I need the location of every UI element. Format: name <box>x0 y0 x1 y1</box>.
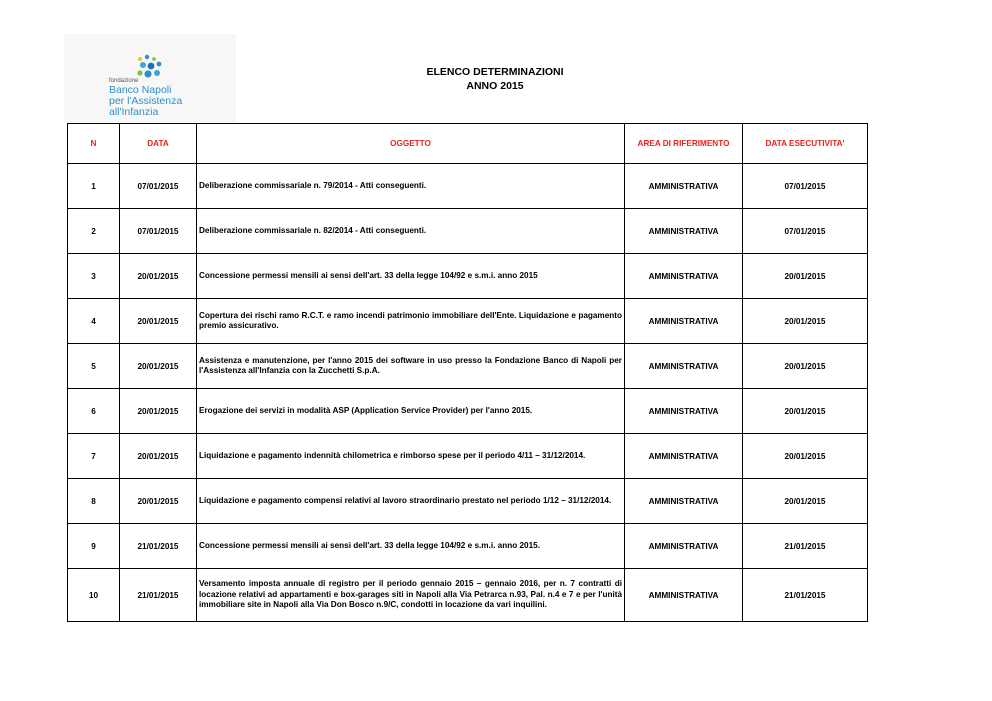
cell-data: 20/01/2015 <box>120 434 197 479</box>
cell-data: 20/01/2015 <box>120 344 197 389</box>
column-header-n: N <box>68 124 120 164</box>
logo-line3: all'Infanzia <box>109 106 159 118</box>
cell-area: AMMINISTRATIVA <box>625 209 743 254</box>
cell-data: 21/01/2015 <box>120 524 197 569</box>
cell-data: 20/01/2015 <box>120 389 197 434</box>
cell-esecutivita: 20/01/2015 <box>743 389 868 434</box>
table-row <box>68 479 868 524</box>
cell-esecutivita: 20/01/2015 <box>743 479 868 524</box>
cell-esecutivita: 20/01/2015 <box>743 434 868 479</box>
table-row <box>68 344 868 389</box>
cell-n: 4 <box>68 299 120 344</box>
cell-oggetto: Copertura dei rischi ramo R.C.T. e ramo incendi patrimonio immobiliare dell'Ente. Liquidazione e pagamento premio assicurativo. <box>197 299 625 344</box>
cell-esecutivita: 07/01/2015 <box>743 164 868 209</box>
cell-n: 8 <box>68 479 120 524</box>
logo-dots-icon <box>134 54 174 80</box>
cell-esecutivita: 07/01/2015 <box>743 209 868 254</box>
cell-n: 9 <box>68 524 120 569</box>
cell-oggetto: Assistenza e manutenzione, per l'anno 2015 dei software in uso presso la Fondazione Banco di Napoli per l'Assistenza all'Infanzia con la Zucchetti S.p.A. <box>197 344 625 389</box>
cell-area: AMMINISTRATIVA <box>625 479 743 524</box>
cell-oggetto: Liquidazione e pagamento indennità chilometrica e rimborso spese per il periodo 4/11 – 31/12/2014. <box>197 434 625 479</box>
table-row <box>68 299 868 344</box>
cell-oggetto: Versamento imposta annuale di registro per il periodo gennaio 2015 – gennaio 2016, per n. 7 contratti di locazione relativi ad appartamenti e box-garages siti in Napoli alla Via Petrarca n.93, Pal. n.4 e 7 e per l'unità immobiliare site in Napoli alla Via Don Bosco n.9/C, condotti in locazione da vari inquilini. <box>197 569 625 622</box>
cell-area: AMMINISTRATIVA <box>625 164 743 209</box>
cell-esecutivita: 20/01/2015 <box>743 344 868 389</box>
cell-n: 3 <box>68 254 120 299</box>
cell-esecutivita: 21/01/2015 <box>743 569 868 622</box>
document-title: ELENCO DETERMINAZIONI <box>426 66 564 78</box>
logo-line1: Banco Napoli <box>109 84 172 96</box>
cell-esecutivita: 20/01/2015 <box>743 299 868 344</box>
cell-area: AMMINISTRATIVA <box>625 434 743 479</box>
cell-area: AMMINISTRATIVA <box>625 344 743 389</box>
cell-n: 2 <box>68 209 120 254</box>
cell-n: 10 <box>68 569 120 622</box>
cell-n: 1 <box>68 164 120 209</box>
cell-oggetto: Erogazione dei servizi in modalità ASP (Application Service Provider) per l'anno 2015. <box>197 389 625 434</box>
determinations-table <box>67 123 868 622</box>
cell-oggetto: Concessione permessi mensili ai sensi dell'art. 33 della legge 104/92 e s.m.i. anno 2015. <box>197 524 625 569</box>
table-row <box>68 164 868 209</box>
cell-area: AMMINISTRATIVA <box>625 299 743 344</box>
logo-small-text: fondazione <box>109 78 139 84</box>
cell-data: 21/01/2015 <box>120 569 197 622</box>
cell-n: 6 <box>68 389 120 434</box>
cell-oggetto: Liquidazione e pagamento compensi relativi al lavoro straordinario prestato nel periodo 1/12 – 31/12/2014. <box>197 479 625 524</box>
cell-esecutivita: 21/01/2015 <box>743 524 868 569</box>
table-row <box>68 254 868 299</box>
cell-n: 7 <box>68 434 120 479</box>
cell-area: AMMINISTRATIVA <box>625 569 743 622</box>
table-header-row <box>68 124 868 164</box>
cell-data: 20/01/2015 <box>120 299 197 344</box>
cell-esecutivita: 20/01/2015 <box>743 254 868 299</box>
cell-data: 20/01/2015 <box>120 254 197 299</box>
cell-data: 07/01/2015 <box>120 209 197 254</box>
cell-oggetto: Concessione permessi mensili ai sensi dell'art. 33 della legge 104/92 e s.m.i. anno 2015 <box>197 254 625 299</box>
cell-area: AMMINISTRATIVA <box>625 524 743 569</box>
table-row <box>68 389 868 434</box>
table-row <box>68 569 868 622</box>
cell-data: 07/01/2015 <box>120 164 197 209</box>
column-header-data: DATA <box>120 124 197 164</box>
cell-data: 20/01/2015 <box>120 479 197 524</box>
table-row <box>68 434 868 479</box>
foundation-logo <box>64 34 236 122</box>
document-subtitle: ANNO 2015 <box>466 80 524 92</box>
table-row <box>68 209 868 254</box>
logo-line2: per l'Assistenza <box>109 95 183 107</box>
cell-area: AMMINISTRATIVA <box>625 389 743 434</box>
cell-oggetto: Deliberazione commissariale n. 79/2014 - Atti conseguenti. <box>197 164 625 209</box>
column-header-oggetto: OGGETTO <box>197 124 625 164</box>
cell-oggetto: Deliberazione commissariale n. 82/2014 - Atti conseguenti. <box>197 209 625 254</box>
cell-n: 5 <box>68 344 120 389</box>
table-row <box>68 524 868 569</box>
cell-area: AMMINISTRATIVA <box>625 254 743 299</box>
column-header-area: AREA DI RIFERIMENTO <box>625 124 743 164</box>
column-header-esecutivita: DATA ESECUTIVITA' <box>743 124 868 164</box>
